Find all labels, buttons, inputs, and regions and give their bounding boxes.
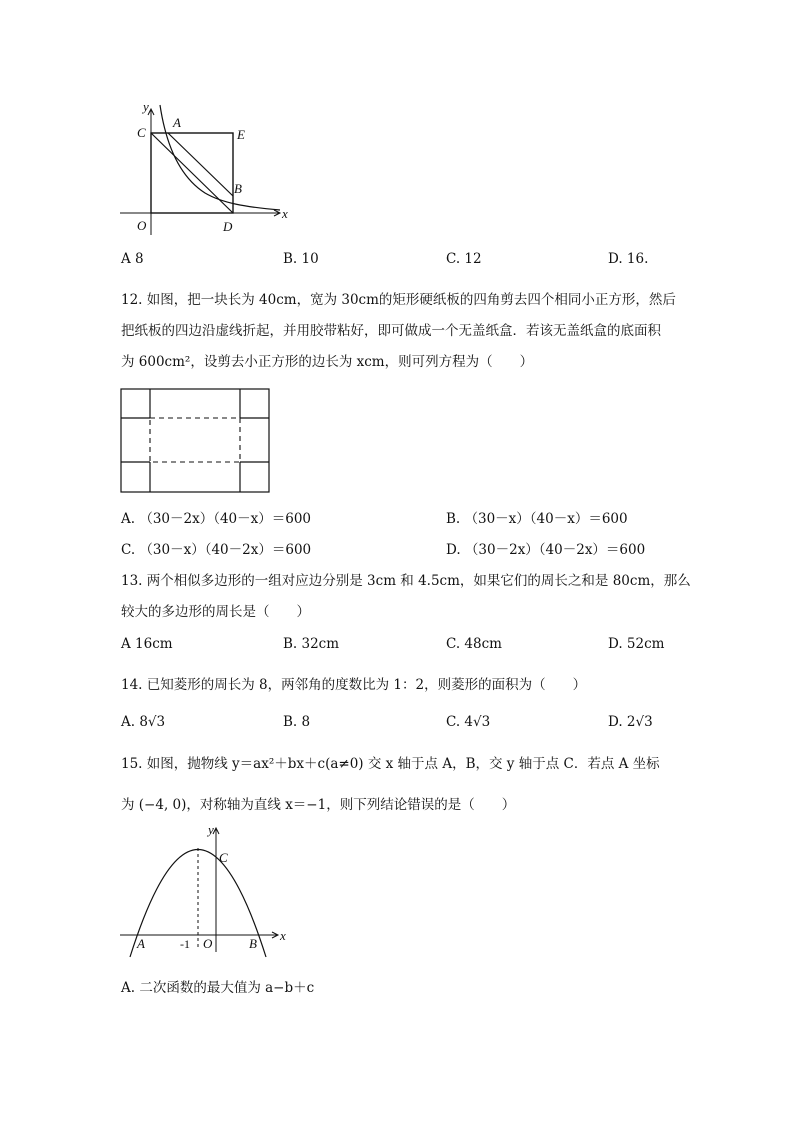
q15-point-a: A <box>137 936 145 951</box>
q13-option-a[interactable]: A 16cm <box>121 636 173 652</box>
q15-figure <box>118 822 293 957</box>
q14-option-b[interactable]: B. 8 <box>283 714 311 730</box>
q15-x-label: x <box>280 928 286 943</box>
q11-option-b[interactable]: B. 10 <box>283 251 319 267</box>
q13-option-c[interactable]: C. 48cm <box>446 636 502 652</box>
q11-point-b: B <box>234 181 242 196</box>
q11-point-o: O <box>137 218 147 233</box>
q15-y-label: y <box>208 822 214 837</box>
q13-stem-line2: 较大的多边形的周长是（ ） <box>121 604 310 620</box>
q12-stem-line2: 把纸板的四边沿虚线折起，并用胶带粘好，即可做成一个无盖纸盒．若该无盖纸盒的底面积 <box>121 323 661 339</box>
q11-point-c: C <box>137 125 146 140</box>
q12-option-a[interactable]: A. （30－2x）（40－x）＝600 <box>121 511 312 527</box>
q12-stem-line1: 12. 如图，把一块长为 40cm，宽为 30cm的矩形硬纸板的四角剪去四个相同小正方形，然后 <box>121 292 676 308</box>
q15-option-a[interactable]: A. 二次函数的最大值为 a−b＋c <box>121 980 315 996</box>
q12-option-c[interactable]: C. （30－x）（40－2x）＝600 <box>121 542 312 558</box>
q12-stem-line3: 为 600cm²，设剪去小正方形的边长为 xcm，则可列方程为（ ） <box>121 354 534 370</box>
q11-x-label: x <box>282 206 288 221</box>
q11-point-e: E <box>237 127 245 142</box>
q15-tick-neg1: -1 <box>180 937 190 951</box>
q11-option-c[interactable]: C. 12 <box>446 251 482 267</box>
q12-figure <box>120 388 270 494</box>
q15-point-b: B <box>249 936 257 951</box>
q15-stem-line1: 15. 如图，抛物线 y＝ax²＋bx＋c(a≠0) 交 x 轴于点 A，B，交 y 轴于点 C．若点 A 坐标 <box>121 756 660 772</box>
q11-point-d: D <box>223 219 233 234</box>
q13-stem-line1: 13. 两个相似多边形的一组对应边分别是 3cm 和 4.5cm，如果它们的周长之和是 80cm，那么 <box>121 573 691 589</box>
q11-y-label: y <box>143 99 149 114</box>
q11-option-d[interactable]: D. 16. <box>608 251 649 267</box>
q12-option-d[interactable]: D. （30－2x）（40－2x）＝600 <box>446 542 646 558</box>
q15-point-o: O <box>203 936 213 951</box>
q11-point-a: A <box>173 115 181 130</box>
q13-option-d[interactable]: D. 52cm <box>608 636 665 652</box>
q14-option-d[interactable]: D. 2√3 <box>608 714 653 730</box>
q11-option-a[interactable]: A 8 <box>121 251 144 267</box>
q15-stem-line2: 为 (−4, 0)，对称轴为直线 x＝−1，则下列结论错误的是（ ） <box>121 797 516 813</box>
q11-figure <box>110 95 310 240</box>
q13-option-b[interactable]: B. 32cm <box>283 636 340 652</box>
q15-point-c: C <box>219 850 228 865</box>
q14-option-c[interactable]: C. 4√3 <box>446 714 491 730</box>
q12-option-b[interactable]: B. （30－x）（40－x）＝600 <box>446 511 628 527</box>
q14-option-a[interactable]: A. 8√3 <box>121 714 166 730</box>
q14-stem-line1: 14. 已知菱形的周长为 8，两邻角的度数比为 1：2，则菱形的面积为（ ） <box>121 677 587 693</box>
